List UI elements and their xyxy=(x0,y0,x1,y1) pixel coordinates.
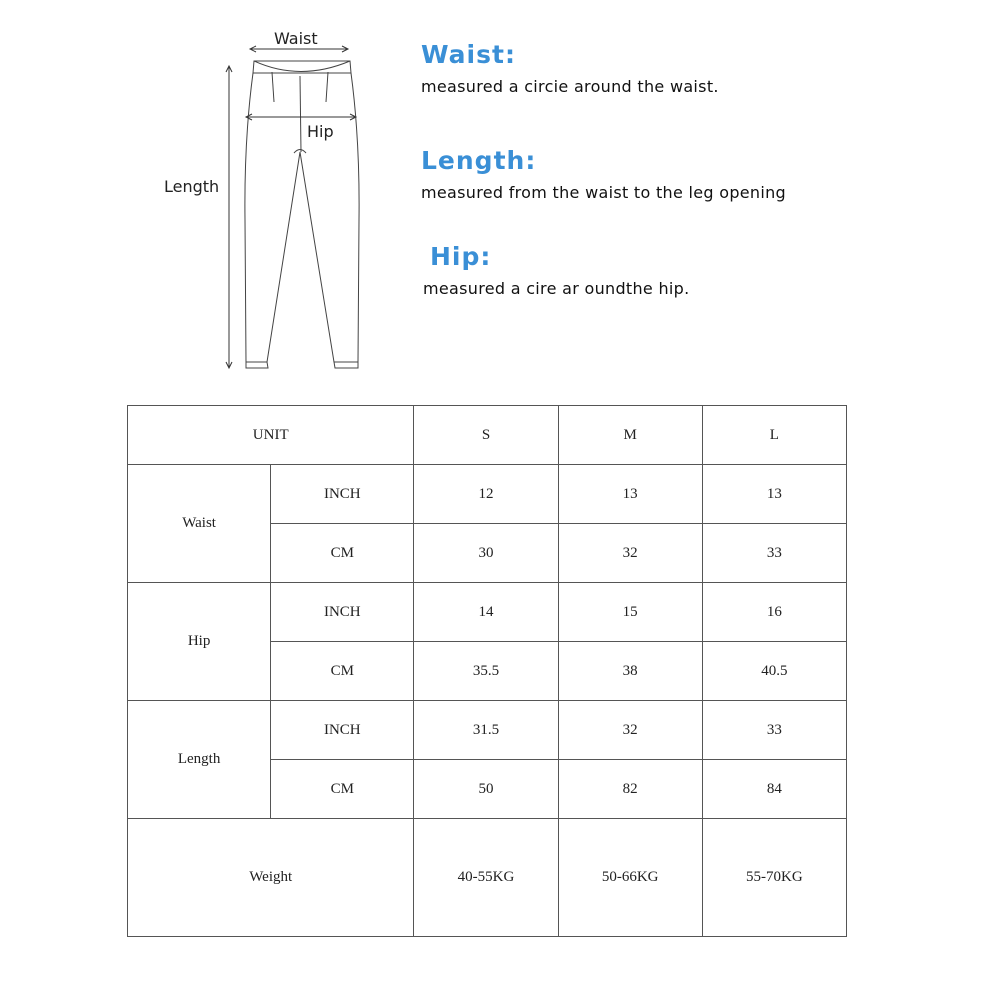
diagram-hip-label: Hip xyxy=(307,122,334,141)
value-cell: 30 xyxy=(414,524,558,583)
unit-cell: CM xyxy=(271,760,414,819)
value-cell: 33 xyxy=(702,701,846,760)
table-row xyxy=(128,583,847,642)
unit-cell: INCH xyxy=(271,465,414,524)
unit-header: UNIT xyxy=(128,406,414,465)
value-cell: 13 xyxy=(702,465,846,524)
value-cell: 16 xyxy=(702,583,846,642)
length-description xyxy=(421,146,786,202)
unit-cell: CM xyxy=(271,524,414,583)
weight-cell: 40-55KG xyxy=(414,819,558,937)
size-chart-table xyxy=(127,405,847,937)
value-cell: 32 xyxy=(558,701,702,760)
table-row xyxy=(128,701,847,760)
unit-cell: INCH xyxy=(271,701,414,760)
waist-description xyxy=(421,40,719,96)
value-cell: 14 xyxy=(414,583,558,642)
size-m-header: M xyxy=(558,406,702,465)
weight-cell: 50-66KG xyxy=(558,819,702,937)
diagram-length-label: Length xyxy=(164,177,220,196)
weight-label: Weight xyxy=(128,819,414,937)
value-cell: 12 xyxy=(414,465,558,524)
length-text: measured from the waist to the leg opening xyxy=(421,183,787,202)
hip-text: measured a cire ar oundthe hip. xyxy=(423,279,690,298)
hip-group-label: Hip xyxy=(128,583,271,701)
weight-cell: 55-70KG xyxy=(702,819,846,937)
unit-cell: INCH xyxy=(271,583,414,642)
value-cell: 13 xyxy=(558,465,702,524)
table-header-row xyxy=(128,406,847,465)
table-row xyxy=(128,465,847,524)
diagram-waist-label: Waist xyxy=(274,29,318,48)
value-cell: 31.5 xyxy=(414,701,558,760)
pants-outline-icon xyxy=(150,20,390,380)
value-cell: 38 xyxy=(558,642,702,701)
unit-cell: CM xyxy=(271,642,414,701)
value-cell: 35.5 xyxy=(414,642,558,701)
value-cell: 32 xyxy=(558,524,702,583)
length-heading: Length: xyxy=(421,146,537,175)
length-group-label: Length xyxy=(128,701,271,819)
hip-description xyxy=(421,242,689,298)
value-cell: 15 xyxy=(558,583,702,642)
waist-group-label: Waist xyxy=(128,465,271,583)
pants-diagram xyxy=(150,20,390,380)
waist-heading: Waist: xyxy=(421,40,516,69)
value-cell: 40.5 xyxy=(702,642,846,701)
waist-text: measured a circie around the waist. xyxy=(421,77,719,96)
value-cell: 84 xyxy=(702,760,846,819)
value-cell: 82 xyxy=(558,760,702,819)
value-cell: 50 xyxy=(414,760,558,819)
weight-row xyxy=(128,819,847,937)
hip-heading: Hip: xyxy=(430,242,492,271)
value-cell: 33 xyxy=(702,524,846,583)
size-l-header: L xyxy=(702,406,846,465)
size-s-header: S xyxy=(414,406,558,465)
